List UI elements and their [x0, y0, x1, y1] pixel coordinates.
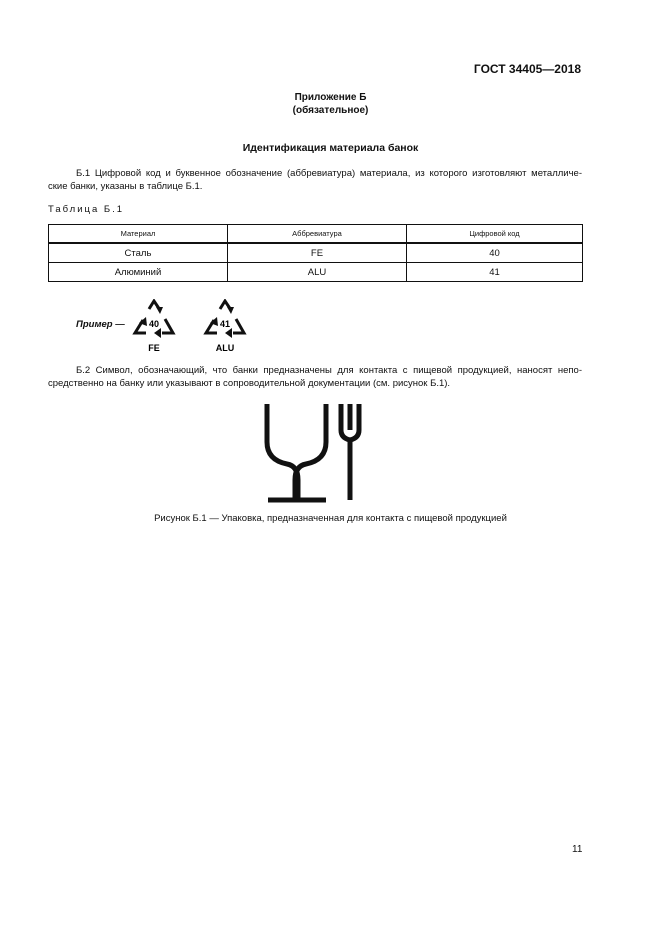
- recycle-abbr-alu: ALU: [215, 343, 235, 353]
- paragraph-b1-line2: ские банки, указаны в таблице Б.1.: [48, 181, 203, 192]
- recycle-symbol-fe-icon: [132, 299, 176, 355]
- cell-material: Алюминий: [49, 263, 228, 282]
- recycle-abbr-fe: FE: [148, 343, 160, 353]
- header-material: Материал: [49, 225, 228, 244]
- table-row: [49, 243, 583, 263]
- paragraph-b2-line2: средственно на банку или указывают в сопроводительной документации (см. рисунок Б.1).: [48, 378, 451, 389]
- cell-code: 41: [407, 263, 583, 282]
- recycle-symbol-alu-icon: [203, 299, 247, 355]
- glass-fork-icon: [262, 400, 362, 505]
- table-caption: Таблица Б.1: [48, 204, 125, 215]
- header-abbreviation: Аббревиатура: [228, 225, 407, 244]
- appendix-title: Приложение Б: [294, 92, 367, 103]
- paragraph-b1-line1: Б.1 Цифровой код и буквенное обозначение (аббревиатура) материала, из которого изготовляют металличе-: [76, 168, 582, 179]
- table-row: [49, 263, 583, 282]
- paragraph-b2: [48, 364, 582, 390]
- figure-caption: Рисунок Б.1 — Упаковка, предназначенная для контакта с пищевой продукцией: [154, 513, 507, 524]
- appendix-heading: [0, 91, 661, 117]
- example-label: Пример —: [76, 319, 125, 330]
- paragraph-b2-line1: Б.2 Символ, обозначающий, что банки предназначены для контакта с пищевой продукцией, наносят непо-: [76, 365, 582, 376]
- table-header-row: [49, 225, 583, 244]
- cell-abbreviation: ALU: [228, 263, 407, 282]
- recycle-code-fe: 40: [148, 319, 160, 329]
- page-number: 11: [572, 844, 583, 855]
- materials-table: [48, 224, 583, 282]
- section-title: Идентификация материала банок: [242, 142, 419, 154]
- cell-code: 40: [407, 243, 583, 263]
- standard-number: ГОСТ 34405—2018: [473, 62, 581, 76]
- recycle-code-alu: 41: [219, 319, 231, 329]
- cell-material: Сталь: [49, 243, 228, 263]
- cell-abbreviation: FE: [228, 243, 407, 263]
- appendix-status: (обязательное): [292, 105, 369, 116]
- header-code: Цифровой код: [407, 225, 583, 244]
- paragraph-b1: [48, 167, 582, 193]
